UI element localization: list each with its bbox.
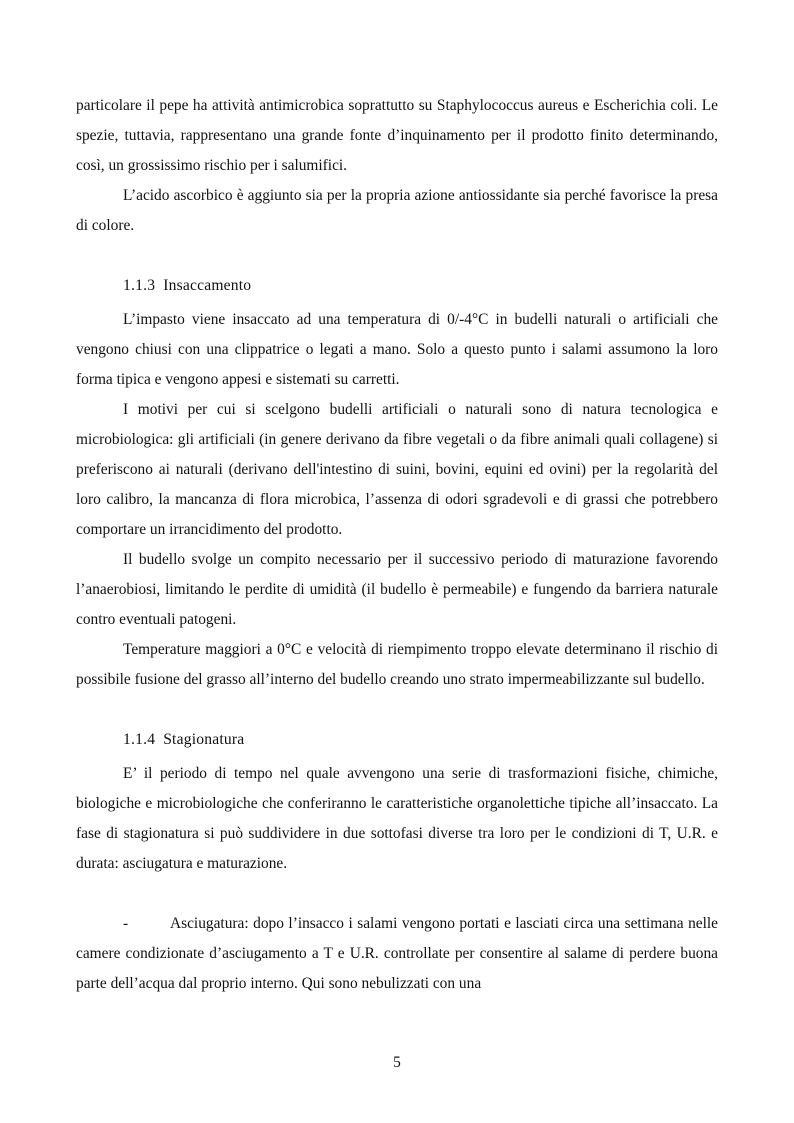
paragraph: Temperature maggiori a 0°C e velocità di riempimento troppo elevate determinano il rischio di possibile fusione del grasso all’interno del budello creando uno strato impermeabilizzante sul budello.	[76, 641, 718, 688]
paragraph: E’ il periodo di tempo nel quale avvengono una serie di trasformazioni fisiche, chimiche, biologiche e microbiologiche che conferiranno le caratteristiche organolettiche tipiche all’insaccato. La fase di stagionatura si può suddividere in due sottofasi diverse tra loro per le condizioni di T, U.R. e durata: asciugatura e maturazione.	[76, 765, 718, 872]
paragraph: L’acido ascorbico è aggiunto sia per la propria azione antiossidante sia perché favorisce la presa di colore.	[76, 187, 718, 234]
section-number: 1.1.3	[123, 277, 156, 294]
paragraph: Il budello svolge un compito necessario per il successivo periodo di maturazione favorendo l’anaerobiosi, limitando le perdite di umidità (il budello è permeabile) e fungendo da barriera naturale contro eventuali patogeni.	[76, 551, 718, 628]
page-content	[76, 91, 718, 999]
section-title: Stagionatura	[163, 731, 245, 748]
section-number: 1.1.4	[123, 731, 156, 748]
paragraph: particolare il pepe ha attività antimicrobica soprattutto su Staphylococcus aureus e Escherichia coli. Le spezie, tuttavia, rappresentano una grande fonte d’inquinamento per il prodotto finito determinando, così, un grossissimo rischio per i salumifici.	[76, 97, 718, 174]
section-title: Insaccamento	[163, 277, 252, 294]
page-number: 5	[393, 1054, 401, 1071]
list-item	[76, 909, 718, 999]
list-item-text: Asciugatura: dopo l’insacco i salami vengono portati e lasciati circa una settimana nelle camere condizionate d’asciugamento a T e U.R. controllate per consentire al salame di perdere buona parte dell’acqua dal proprio interno. Qui sono nebulizzati con una	[76, 915, 718, 992]
list-dash: -	[123, 915, 129, 932]
section-heading-1-1-4	[76, 725, 718, 755]
section-heading-1-1-3	[76, 271, 718, 301]
paragraph: I motivi per cui si scelgono budelli artificiali o naturali sono di natura tecnologica e microbiologica: gli artificiali (in genere derivano da fibre vegetali o da fibre animali quali collagene) si preferiscono ai naturali (derivano dell'intestino di suini, bovini, equini ed ovini) per la regolarità del loro calibro, la mancanza di flora microbica, l’assenza di odori sgradevoli e di grassi che potrebbero comportare un irrancidimento del prodotto.	[76, 401, 718, 538]
paragraph: L’impasto viene insaccato ad una temperatura di 0/-4°C in budelli naturali o artificiali che vengono chiusi con una clippatrice o legati a mano. Solo a questo punto i salami assumono la loro forma tipica e vengono appesi e sistemati su carretti.	[76, 311, 718, 388]
